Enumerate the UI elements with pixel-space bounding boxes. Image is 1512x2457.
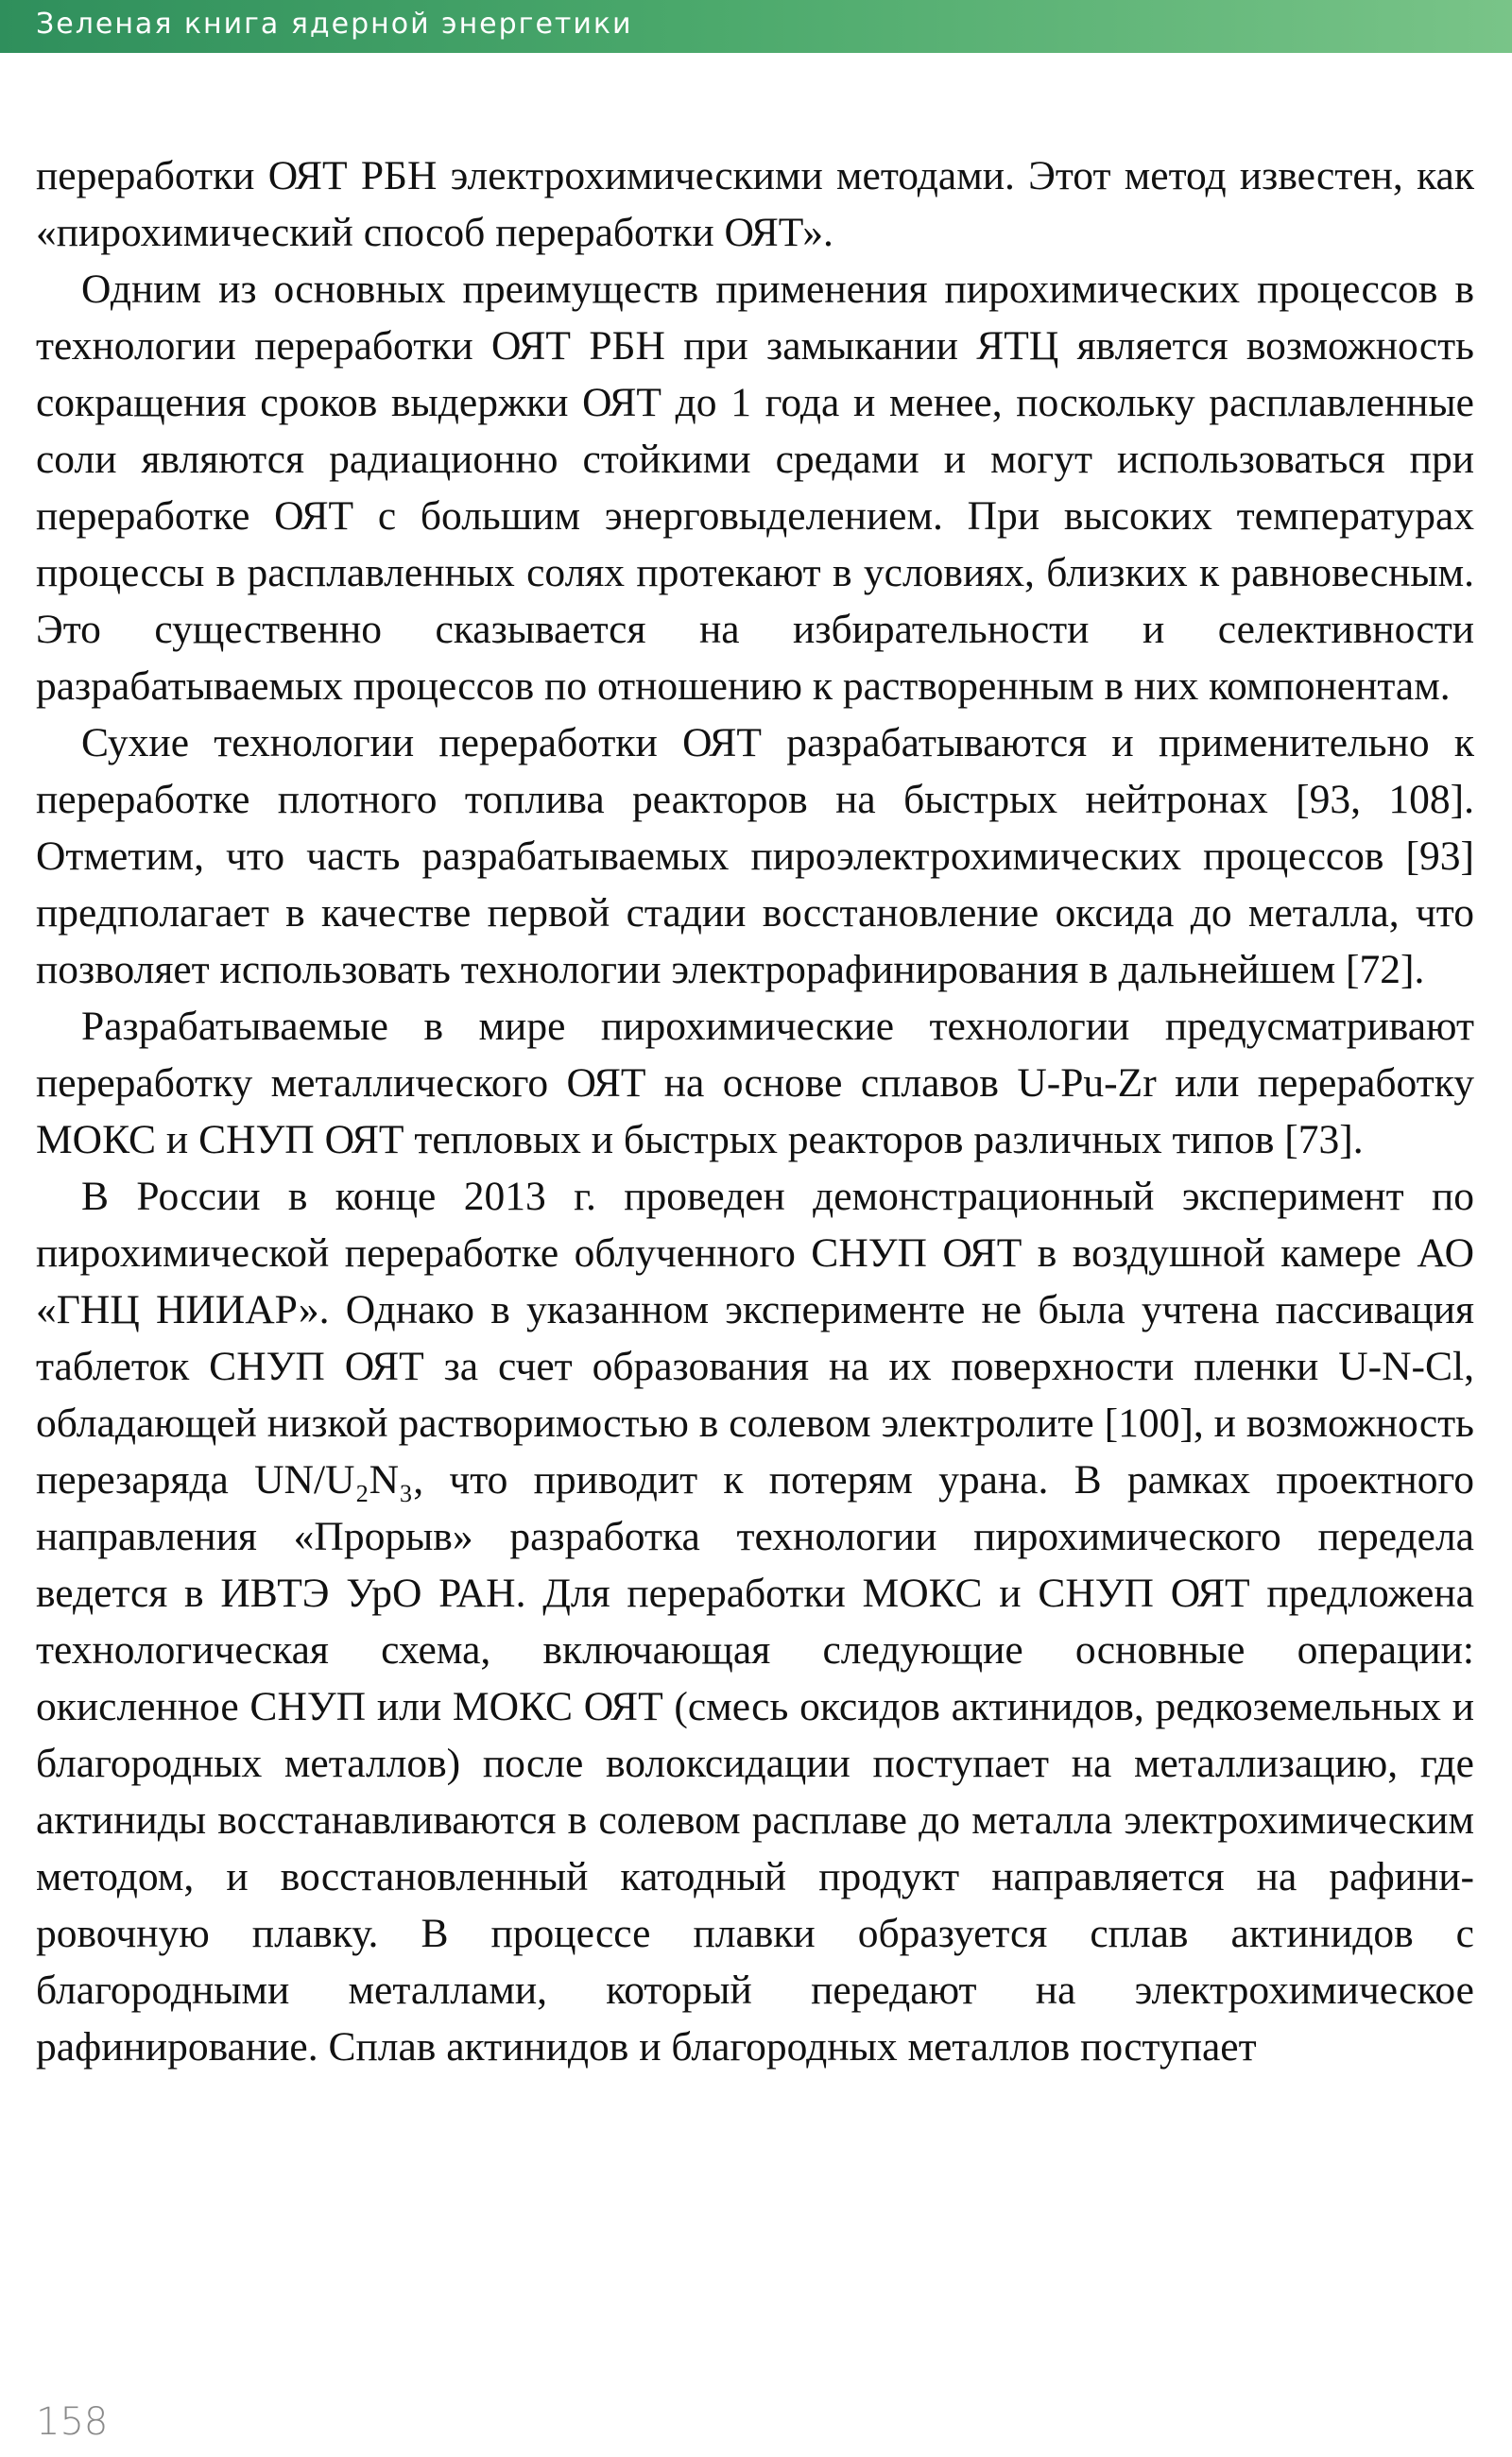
paragraph-continuation: переработки ОЯТ РБН электрохимическими методами. Этот метод известен, как «пирохимический способ переработки ОЯТ». [36,153,1474,255]
header-band [0,0,1512,53]
paragraph-world-technologies: Разрабатываемые в мире пирохимические технологии предусматривают переработку металлического ОЯТ на основе сплавов U-Pu-Zr или переработку МОКС и СНУП ОЯТ тепловых и быстрых реакторов различных типов [73]. [36,1004,1474,1162]
paragraph-dry-technologies: Сухие технологии переработки ОЯТ разрабатываются и применительно к переработке плотного топлива реакторов на быстрых нейтронах [93, 108]. Отметим, что часть разрабатываемых пироэлектрохимических процессов [93] предполагает в качестве первой стадии восстановление оксида до металла, что позволяет использовать технологии электрорафинирования в дальнейшем [72]. [36,720,1474,992]
paragraph-pyrochemical-advantages: Одним из основных преимуществ применения пирохимических процессов в технологии переработки ОЯТ РБН при замыкании ЯТЦ является возможность сокращения сроков выдержки ОЯТ до 1 года и менее, поскольку расплавленные соли являются радиационно стойкими средами и могут использоваться при переработке ОЯТ с большим энерговыделением. При высоких температурах процессы в расплавленных солях протекают в условиях, близких к равновесным. Это существенно сказывается на избирательности и селективности разрабатываемых процессов по отношению к растворенным в них компонентам. [36,266,1474,709]
page-number: 158 [36,2400,109,2444]
paragraph-russia-experiment: В России в конце 2013 г. проведен демонстрационный эксперимент по пирохимической переработке облученного СНУП ОЯТ в воздушной камере АО «ГНЦ НИИАР». Однако в указанном эксперименте не была учтена пассивация таблеток СНУП ОЯТ за счет образования на их поверхности пленки U-N-Cl, обладающей низкой растворимостью в солевом электролите [100], и возможность перезаряда UN/U₂N₃, что приводит к потерям урана. В рамках проектного направления «Прорыв» разработка технологии пирохимического передела ведется в ИВТЭ УрО РАН. Для переработки МОКС и СНУП ОЯТ предложена технологическая схема, включающая следующие основные операции: окисленное СНУП или МОКС ОЯТ (смесь оксидов актинидов, редкоземельных и благородных металлов) после волоксидации поступает на металлизацию, где актиниды восстанавливаются в солевом расплаве до металла электрохимическим методом, и восстановленный катодный продукт направляется на рафинировочную плавку. В процессе плавки образуется сплав актинидов с благородными металлами, который передают на электрохимическое рафинирование. Сплав актинидов и благородных металлов поступает [36,1174,1474,2070]
body-text [36,147,1474,2075]
running-header-title: Зеленая книга ядерной энергетики [36,8,633,41]
